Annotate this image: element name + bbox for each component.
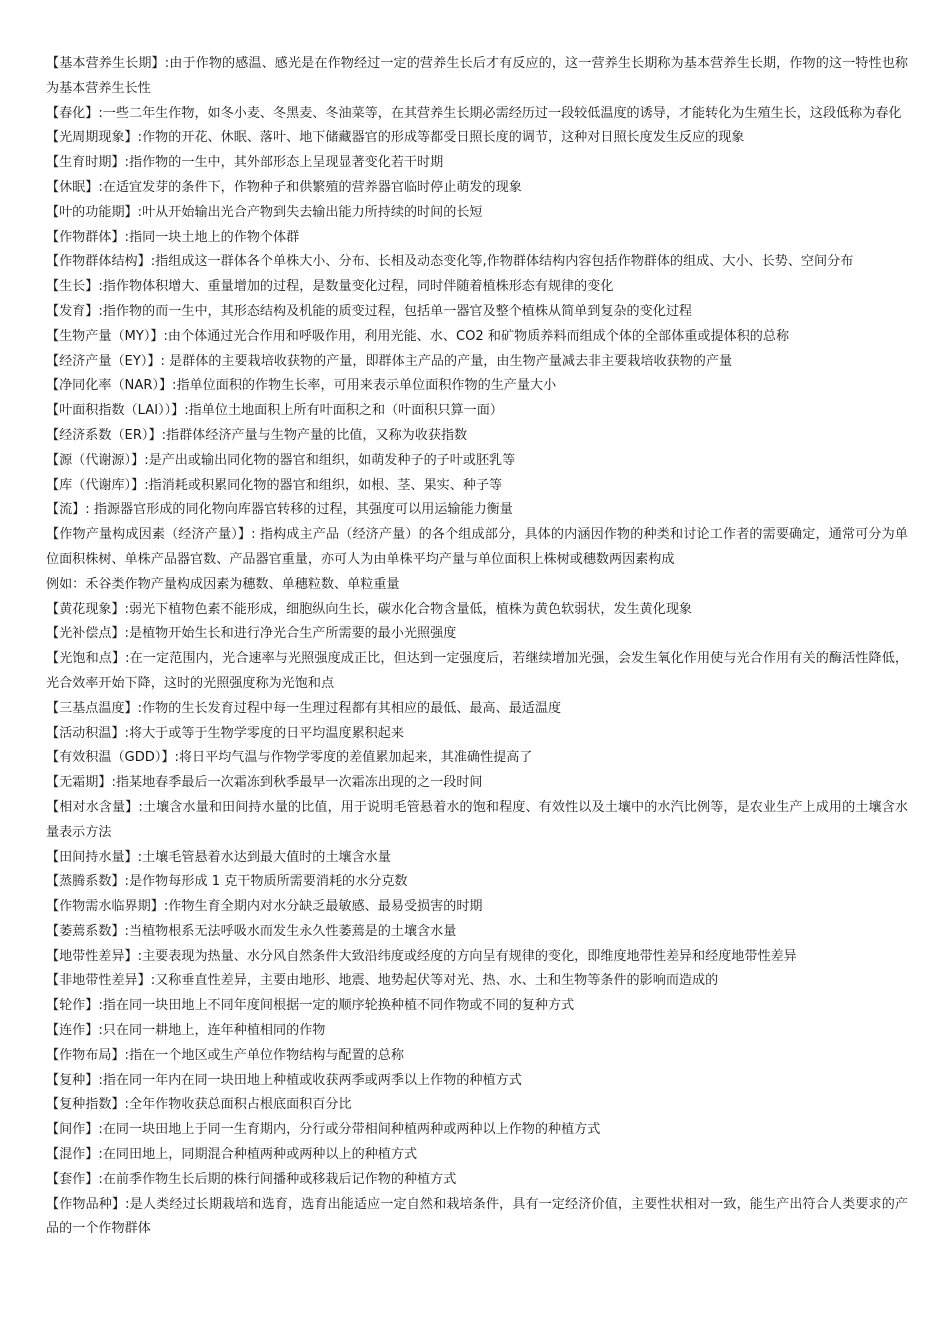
entry-paragraph: 【生长】:指作物体积增大、重量增加的过程，是数量变化过程，同时伴随着植株形态有规律的变化 bbox=[46, 279, 614, 295]
entry-paragraph: 【经济产量（EY）】: 是群体的主要栽培收获物的产量，即群体主产品的产量，由生物产量减去非主要栽培收获物的产量 bbox=[46, 353, 733, 369]
entry-paragraph: 【相对水含量】:土壤含水量和田间持水量的比值，用于说明毛管悬着水的饱和程度、有效性以及土壤中的水汽比例等，是农业生产上成用的土壤含水量表示方法 bbox=[46, 799, 908, 840]
entry-paragraph: 【田间持水量】:土壤毛管悬着水达到最大值时的土壤含水量 bbox=[46, 849, 391, 865]
entry-paragraph: 【春化】:一些二年生作物，如冬小麦、冬黑麦、冬油菜等，在其营养生长期必需经历过一段较低温度的诱导，才能转化为生殖生长，这段低称为春化 bbox=[46, 105, 902, 121]
entry-paragraph: 【作物布局】:指在一个地区或生产单位作物结构与配置的总称 bbox=[46, 1047, 404, 1063]
entry-paragraph: 【叶面积指数（LAI））】:指单位土地面积上所有叶面积之和（叶面积只算一面） bbox=[46, 403, 503, 419]
entry-paragraph: 【源（代谢源）】:是产出或输出同化物的器官和组织，如萌发种子的子叶或胚乳等 bbox=[46, 452, 516, 468]
entry-paragraph: 【光周期现象】:作物的开花、休眠、落叶、地下储藏器官的形成等都受日照长度的调节，这种对日照长度发生反应的现象 bbox=[46, 130, 745, 146]
entry-paragraph: 【间作】:在同一块田地上于同一生育期内，分行或分带相间种植两种或两种以上作物的种植方式 bbox=[46, 1122, 601, 1138]
entry-paragraph: 【轮作】:指在同一块田地上不同年度间根据一定的顺序轮换种植不同作物或不同的复种方式 bbox=[46, 998, 575, 1014]
entry-paragraph: 【净同化率（NAR）】:指单位面积的作物生长率，可用来表示单位面积作物的生产量大小 bbox=[46, 378, 557, 394]
entry-paragraph: 【三基点温度】:作物的生长发育过程中每一生理过程都有其相应的最低、最高、最适温度 bbox=[46, 700, 562, 716]
entry-paragraph: 【地带性差异】:主要表现为热量、水分风自然条件大致沿纬度或经度的方向呈有规律的变化，即维度地带性差异和经度地带性差异 bbox=[46, 948, 797, 964]
entry-paragraph: 【作物品种】:是人类经过长期栽培和选育，选育出能适应一定自然和栽培条件，具有一定经济价值，主要性状相对一致，能生产出符合人类要求的产品的一个作物群体 bbox=[46, 1196, 908, 1237]
entry-paragraph: 【复种】:指在同一年内在同一块田地上种植或收获两季或两季以上作物的种植方式 bbox=[46, 1072, 522, 1088]
entry-paragraph: 【生育时期】:指作物的一生中，其外部形态上呈现显著变化若干时期 bbox=[46, 155, 444, 171]
entry-paragraph: 【非地带性差异】:又称垂直性差异，主要由地形、地震、地势起伏等对光、热、水、土和生物等条件的影响而造成的 bbox=[46, 973, 719, 989]
entry-paragraph: 【经济系数（ER）】:指群体经济产量与生物产量的比值，又称为收获指数 bbox=[46, 427, 468, 443]
entry-paragraph: 【蒸腾系数】:是作物每形成 1 克干物质所需要消耗的水分克数 bbox=[46, 874, 408, 890]
entry-paragraph: 【有效积温（GDD）】:将日平均气温与作物学零度的差值累加起来，其准确性提高了 bbox=[46, 750, 533, 766]
entry-paragraph: 【光补偿点】:是植物开始生长和进行净光合生产所需要的最小光照强度 bbox=[46, 626, 457, 642]
entry-paragraph: 【作物群体】:指同一块土地上的作物个体群 bbox=[46, 229, 300, 245]
example-paragraph: 例如：禾谷类作物产量构成因素为穗数、单穗粒数、单粒重量 bbox=[46, 576, 400, 592]
entry-paragraph: 【作物产量构成因素（经济产量）】: 指构成主产品（经济产量）的各个组成部分，具体的内涵因作物的种类和讨论工作者的需要确定，通常可分为单位面积株树、单株产品器官数、产品器官重量，亦可人为由单株平均产量与单位面积上株树或穗数两因素构成 bbox=[46, 527, 908, 567]
entry-paragraph: 【发育】:指作物的而一生中，其形态结构及机能的质变过程，包括单一器官及整个植株从简单到复杂的变化过程 bbox=[46, 303, 693, 319]
entry-paragraph: 【休眠】:在适宜发芽的条件下，作物种子和供繁殖的营养器官临时停止萌发的现象 bbox=[46, 179, 522, 195]
document-body bbox=[46, 52, 908, 1242]
entry-paragraph: 【活动积温】:将大于或等于生物学零度的日平均温度累积起来 bbox=[46, 725, 404, 741]
entry-paragraph: 【叶的功能期】:叶从开始输出光合产物到失去输出能力所持续的时间的长短 bbox=[46, 204, 483, 220]
entry-paragraph: 【光饱和点】:在一定范围内，光合速率与光照强度成正比，但达到一定强度后，若继续增加光强，会发生氧化作用使与光合作用有关的酶活性降低，光合效率开始下降，这时的光照强度称为光饱和点 bbox=[46, 651, 908, 691]
entry-paragraph: 【生物产量（MY）】:由个体通过光合作用和呼吸作用，利用光能、水、CO2 和矿物质养料而组成个体的全部体重或提体积的总称 bbox=[46, 328, 790, 344]
entry-paragraph: 【复种指数】:全年作物收获总面积占根底面积百分比 bbox=[46, 1097, 352, 1113]
entry-paragraph: 【套作】:在前季作物生长后期的株行间播种或移栽后记作物的种植方式 bbox=[46, 1171, 457, 1187]
entry-paragraph: 【黄花现象】:弱光下植物色素不能形成，细胞纵向生长，碳水化合物含量低，植株为黄色软弱状，发生黄化现象 bbox=[46, 601, 693, 617]
entry-paragraph: 【混作】:在同田地上，同期混合种植两种或两种以上的种植方式 bbox=[46, 1147, 418, 1163]
entry-paragraph: 【萎蔫系数】:当植物根系无法呼吸水而发生永久性萎蔫是的土壤含水量 bbox=[46, 923, 457, 939]
entry-paragraph: 【库（代谢库）】:指消耗或积累同化物的器官和组织，如根、茎、果实、种子等 bbox=[46, 477, 503, 493]
entry-paragraph: 【作物群体结构】:指组成这一群体各个单株大小、分布、长相及动态变化等,作物群体结构内容包括作物群体的组成、大小、长势、空间分布 bbox=[46, 254, 854, 270]
entry-paragraph: 【连作】:只在同一耕地上，连年种植相同的作物 bbox=[46, 1023, 326, 1039]
entry-paragraph: 【作物需水临界期】:作物生育全期内对水分缺乏最敏感、最易受损害的时期 bbox=[46, 899, 483, 915]
entry-paragraph: 【无霜期】:指某地春季最后一次霜冻到秋季最早一次霜冻出现的之一段时间 bbox=[46, 775, 483, 791]
entry-paragraph: 【流】: 指源器官形成的同化物向库器官转移的过程，其强度可以用运输能力衡量 bbox=[46, 502, 513, 518]
entry-paragraph: 【基本营养生长期】:由于作物的感温、感光是在作物经过一定的营养生长后才有反应的，这一营养生长期称为基本营养生长期，作物的这一特性也称为基本营养生长性 bbox=[46, 56, 908, 96]
